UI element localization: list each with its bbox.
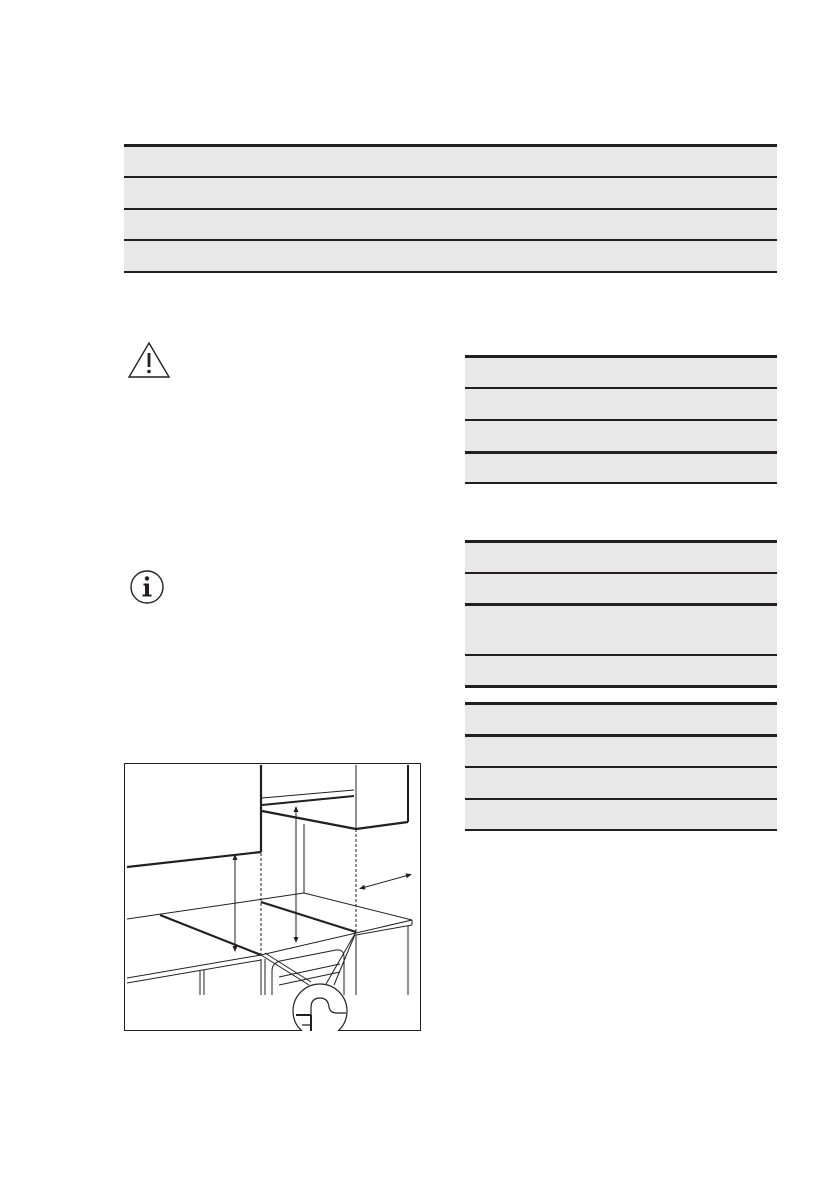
table-row xyxy=(465,655,777,686)
table-row xyxy=(465,541,777,573)
table-row xyxy=(124,145,777,177)
table-row xyxy=(465,767,777,799)
right-table-2 xyxy=(465,541,777,686)
table-row xyxy=(465,573,777,604)
table-rule xyxy=(465,829,777,831)
table-row xyxy=(465,388,777,420)
table-row xyxy=(465,356,777,388)
table-row xyxy=(124,240,777,272)
installation-diagram xyxy=(124,763,421,1031)
top-table xyxy=(124,145,777,272)
right-table-3 xyxy=(465,703,777,830)
table-row xyxy=(465,799,777,830)
table-rule xyxy=(124,271,777,273)
table-row xyxy=(465,604,777,655)
info-circle-icon xyxy=(129,569,165,605)
table-row xyxy=(124,177,777,209)
table-row xyxy=(124,209,777,240)
table-rule xyxy=(465,685,777,688)
table-row xyxy=(465,703,777,735)
warning-triangle-icon xyxy=(127,341,171,379)
table-row xyxy=(465,420,777,452)
right-table-1 xyxy=(465,356,777,483)
table-rule xyxy=(465,482,777,484)
table-row xyxy=(465,452,777,483)
table-row xyxy=(465,735,777,767)
